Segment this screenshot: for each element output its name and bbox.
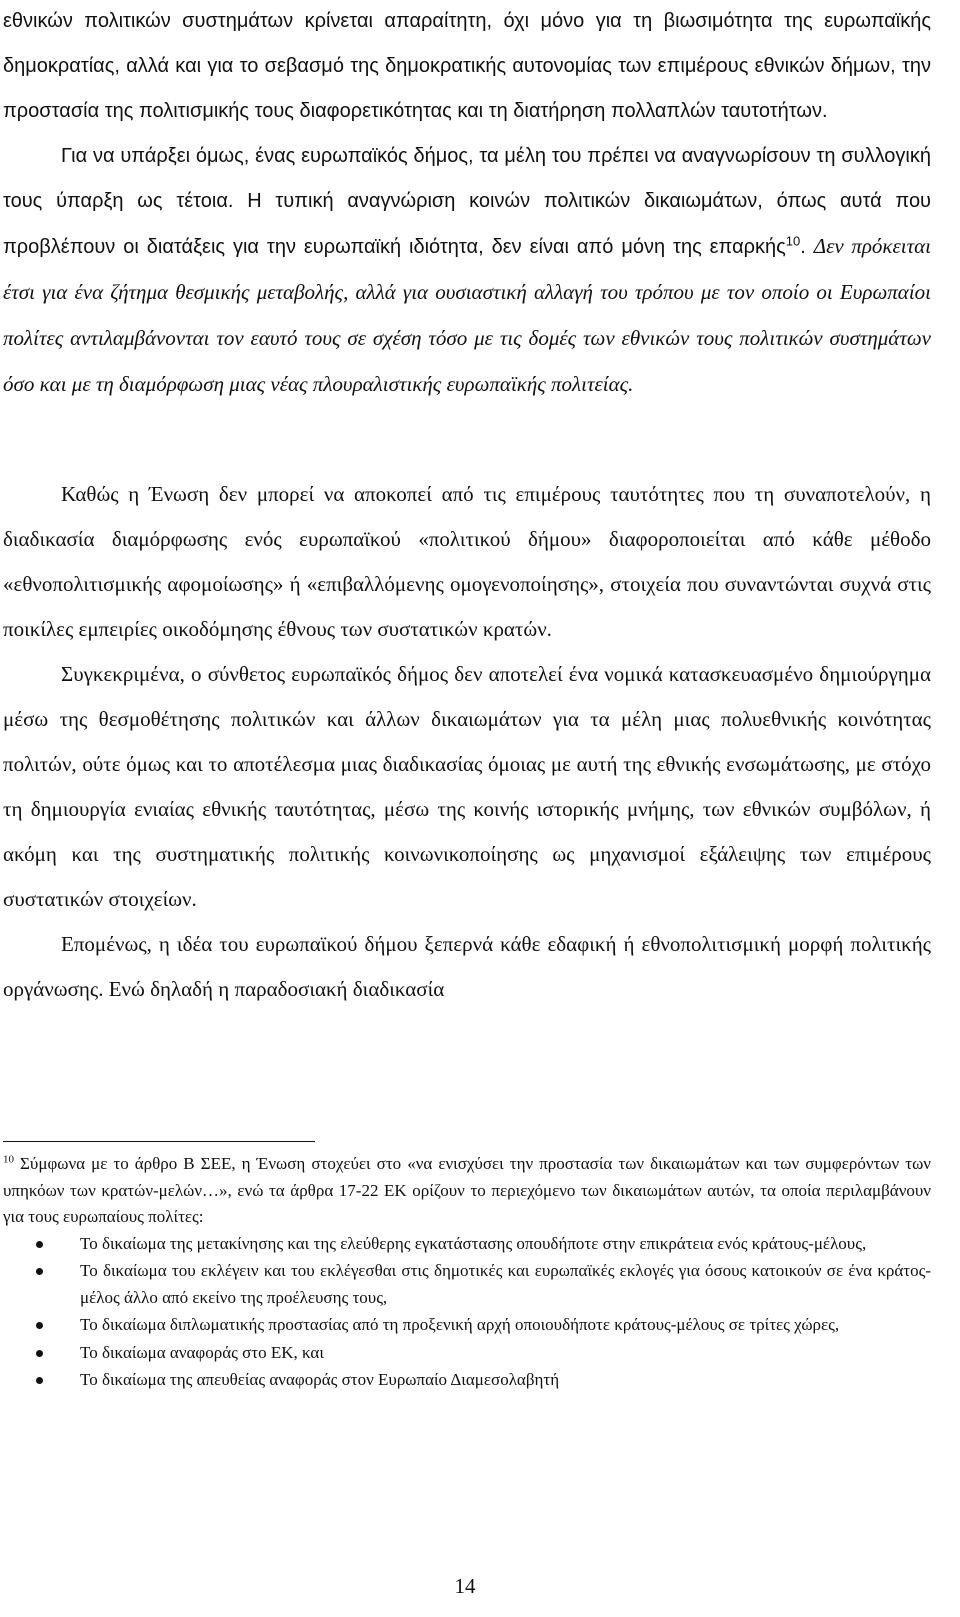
- list-item-text: Το δικαίωμα της απευθείας αναφοράς στον Ευρωπαίο Διαμεσολαβητή: [80, 1370, 560, 1389]
- footnote-number: 10: [3, 1153, 14, 1166]
- footnote-separator: [3, 1141, 315, 1142]
- paragraph-2: [3, 134, 931, 408]
- list-item-text: Το δικαίωμα διπλωματικής προστασίας από τη προξενική αρχή οποιουδήποτε κράτους-μέλους σε τρίτες χώρες,: [80, 1315, 840, 1334]
- list-item-text: Το δικαίωμα αναφοράς στο ΕΚ, και: [80, 1342, 324, 1362]
- footnote-10: [3, 1151, 931, 1231]
- list-item-text: Το δικαίωμα της μετακίνησης και της ελεύθερης εγκατάστασης οπουδήποτε στην επικράτεια ενός κράτους-μέλους,: [80, 1233, 867, 1253]
- paragraph-5-text: Επομένως, η ιδέα του ευρωπαϊκού δήμου ξεπερνά κάθε εδαφική ή εθνοπολιτισμική μορφή πολιτικής οργάνωσης. Ενώ δηλαδή η παραδοσιακή διαδικασία: [3, 932, 931, 1001]
- paragraph-2-text: Για να υπάρξει όμως, ένας ευρωπαϊκός δήμος, τα μέλη του πρέπει να αναγνωρίσουν τη συλλογική τους ύπαρξη ως τέτοια. Η τυπική αναγνώριση κοινών πολιτικών δικαιωμάτων, όπως αυτά που προβλέπουν οι διατάξεις για την ευρωπαϊκή ιδιότητα, δεν είναι από μόνη της επαρκής: [3, 145, 931, 258]
- footnote-intro: Σύμφωνα με το άρθρο Β ΣΕΕ, η Ένωση στοχεύει στο «να ενισχύσει την προστασία των δικαιωμάτων και των συμφερόντων των υπηκόων των κρατών-μελών…», ενώ τα άρθρα 17-22 ΕΚ ορίζουν το περιεχόμενο των δικαιωμάτων αυτών, τα οποία περιλαμβάνουν για τους ευρωπαίους πολίτες:: [3, 1154, 931, 1226]
- paragraph-1-text: εθνικών πολιτικών συστημάτων κρίνεται απαραίτητη, όχι μόνο για τη βιωσιμότητα της ευρωπαϊκής δημοκρατίας, αλλά και για το σεβασμό της δημοκρατικής αυτονομίας των επιμέρους εθνικών δήμων, την προστασία της πολιτισμικής τους διαφορετικότητας και τη διατήρηση πολλαπλών ταυτοτήτων.: [3, 10, 931, 122]
- list-item: [3, 1231, 931, 1258]
- paragraph-2-italic-text: Δεν πρόκειται έτσι για ένα ζήτημα θεσμικής μεταβολής, αλλά για ουσιαστική αλλαγή του τρόπου με τον οποίο οι Ευρωπαίοι πολίτες αντιλαμβάνονται τον εαυτό τους σε σχέση τόσο με τις δομές των εθνικών τους πολιτικών συστημάτων όσο και με τη διαμόρφωση μιας νέας πλουραλιστικής ευρωπαϊκής πολιτείας.: [3, 234, 931, 396]
- list-item: [3, 1367, 931, 1394]
- list-item: [3, 1258, 931, 1311]
- bullet-icon: [36, 1322, 43, 1329]
- body-text-continued: [3, 472, 931, 1012]
- footnote-reference[interactable]: 10: [785, 233, 801, 249]
- paragraph-4: [3, 652, 931, 922]
- paragraph-3-text: Καθώς η Ένωση δεν μπορεί να αποκοπεί από τις επιμέρους ταυτότητες που τη συναποτελούν, η διαδικασία διαμόρφωσης ενός ευρωπαϊκού «πολιτικού δήμου» διαφοροποιείται από κάθε μέθοδο «εθνοπολιτισμικής αφομοίωσης» ή «επιβαλλόμενης ομογενοποίησης», στοιχεία που συναντώνται συχνά στις ποικίλες εμπειρίες οικοδόμησης έθνους των συστατικών κρατών.: [3, 482, 931, 641]
- footnote-rights-list: [3, 1231, 931, 1394]
- bullet-icon: [36, 1350, 43, 1357]
- bullet-icon: [36, 1241, 43, 1248]
- list-item: [3, 1340, 931, 1367]
- paragraph-1: [3, 0, 931, 134]
- list-item: [3, 1312, 931, 1339]
- list-item-text: Το δικαίωμα του εκλέγειν και του εκλέγεσθαι στις δημοτικές και ευρωπαϊκές εκλογές για όσους κατοικούν σε ένα κράτος-μέλος άλλο από εκείνο της προέλευσης τους,: [80, 1261, 931, 1307]
- paragraph-5: [3, 922, 931, 1012]
- bullet-icon: [36, 1377, 43, 1384]
- footnotes: [3, 1151, 931, 1395]
- paragraph-4-text: Συγκεκριμένα, ο σύνθετος ευρωπαϊκός δήμος δεν αποτελεί ένα νομικά κατασκευασμένο δημιούργημα μέσω της θεσμοθέτησης πολιτικών και άλλων δικαιωμάτων για τα μέλη μιας πολυεθνικής κοινότητας πολιτών, ούτε όμως και το αποτέλεσμα μιας διαδικασίας όμοιας με αυτή της εθνικής ενσωμάτωσης, με στόχο τη δημιουργία ενιαίας εθνικής ταυτότητας, μέσω της κοινής ιστορικής μνήμης, των εθνικών συμβόλων, ή ακόμη και της συστηματικής πολιτικής κοινωνικοποίησης ως μηχανισμοί εξάλειψης των επιμέρους συστατικών στοιχείων.: [3, 662, 931, 911]
- bullet-icon: [36, 1268, 43, 1275]
- page-number: 14: [454, 1574, 476, 1598]
- paragraph-2-separator: .: [800, 236, 814, 258]
- paragraph-3: [3, 472, 931, 652]
- body-text: [3, 0, 931, 408]
